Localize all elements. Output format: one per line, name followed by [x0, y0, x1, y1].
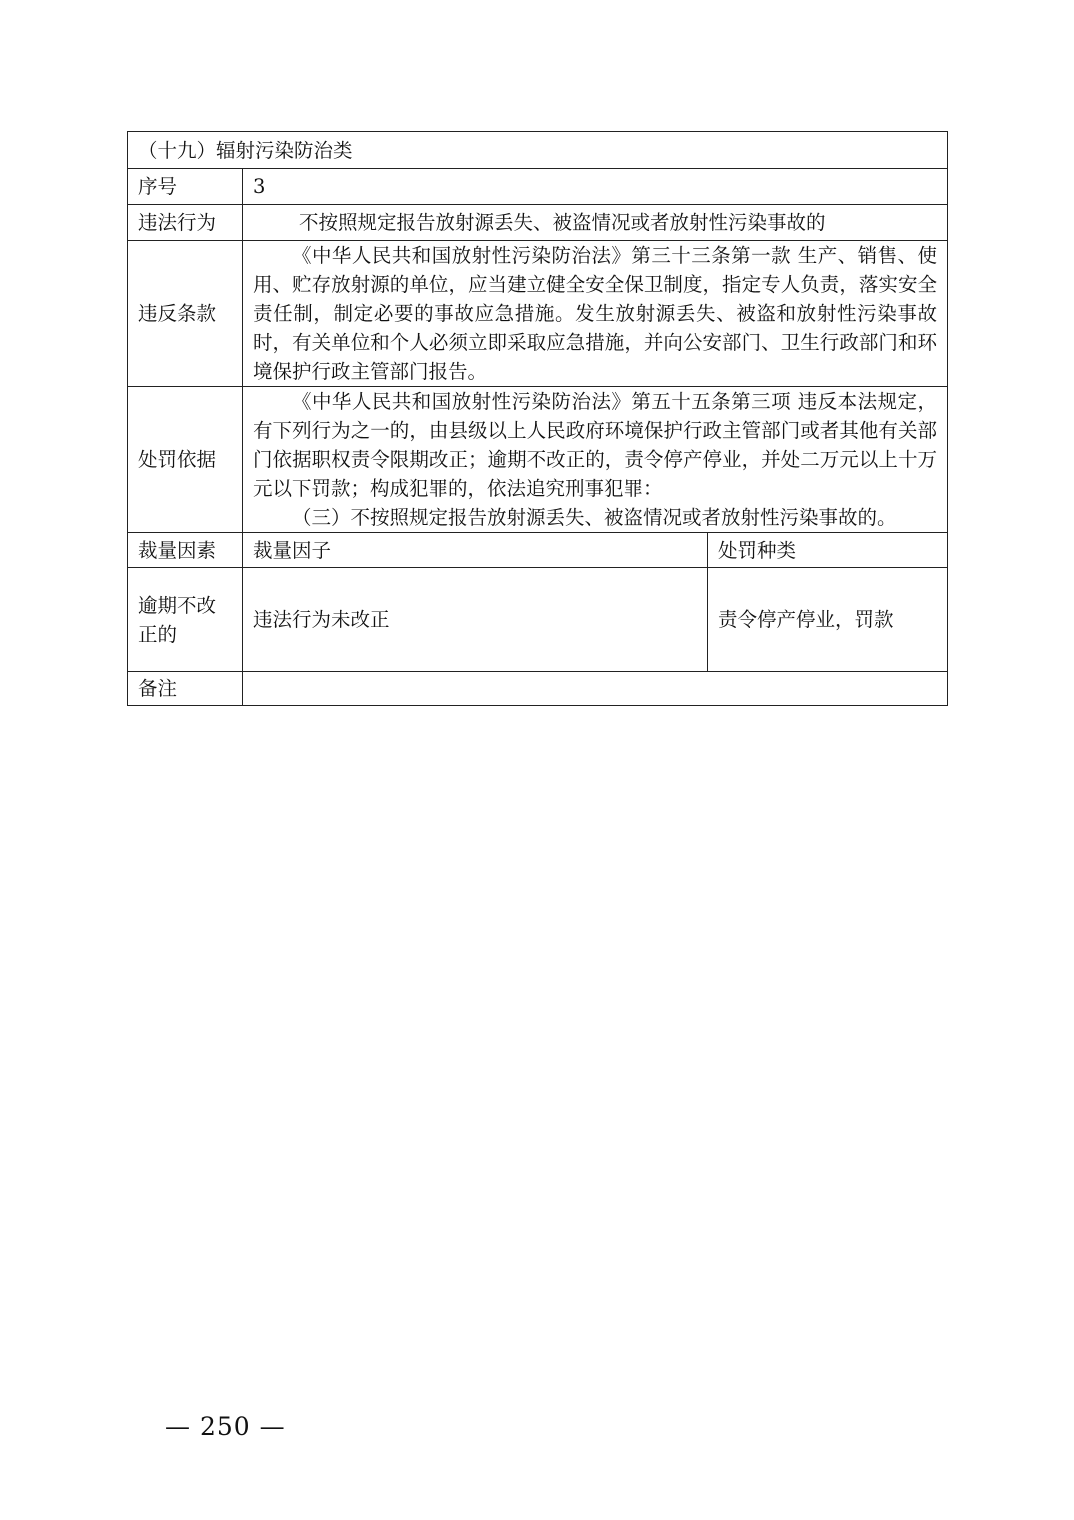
- violated-clause-text: 《中华人民共和国放射性污染防治法》第三十三条第一款 生产、销售、使用、贮存放射源的单位，应当建立健全安全保卫制度，指定专人负责，落实安全责任制，制定必要的事故应急措施。发生放射源丢失、被盗和放射性污染事故时，有关单位和个人必须立即采取应急措施，并向公安部门、卫生行政部门和环境保护行政主管部门报告。: [243, 241, 948, 387]
- page-number: — 250 —: [165, 1412, 286, 1441]
- overdue-factor: 违法行为未改正: [243, 568, 708, 672]
- overdue-label: 逾期不改正的: [128, 568, 243, 672]
- discretion-label: 裁量因素: [128, 533, 243, 568]
- violation-label: 违法行为: [128, 205, 243, 241]
- remarks-label: 备注: [128, 672, 243, 706]
- serial-value: 3: [243, 169, 948, 205]
- penalty-basis-item: （三）不按照规定报告放射源丢失、被盗情况或者放射性污染事故的。: [292, 506, 897, 529]
- penalty-basis-paragraph: 《中华人民共和国放射性污染防治法》第五十五条第三项 违反本法规定，有下列行为之一的，由县级以上人民政府环境保护行政主管部门或者其他有关部门依据职权责令限期改正；逾期不改正的，责令停产停业，并处二万元以上十万元以下罚款；构成犯罪的，依法追究刑事犯罪：: [253, 390, 938, 500]
- violated-clause-label: 违反条款: [128, 241, 243, 387]
- section-title: （十九）辐射污染防治类: [128, 132, 948, 169]
- penalty-discretion-table: [127, 131, 948, 706]
- penalty-type-header: 处罚种类: [708, 533, 948, 568]
- penalty-basis-label: 处罚依据: [128, 387, 243, 533]
- discretion-factor-header: 裁量因子: [243, 533, 708, 568]
- serial-label: 序号: [128, 169, 243, 205]
- overdue-penalty-type: 责令停产停业，罚款: [708, 568, 948, 672]
- remarks-value: [243, 672, 948, 706]
- violation-value: 不按照规定报告放射源丢失、被盗情况或者放射性污染事故的: [243, 205, 948, 241]
- penalty-basis-cell: [243, 387, 948, 533]
